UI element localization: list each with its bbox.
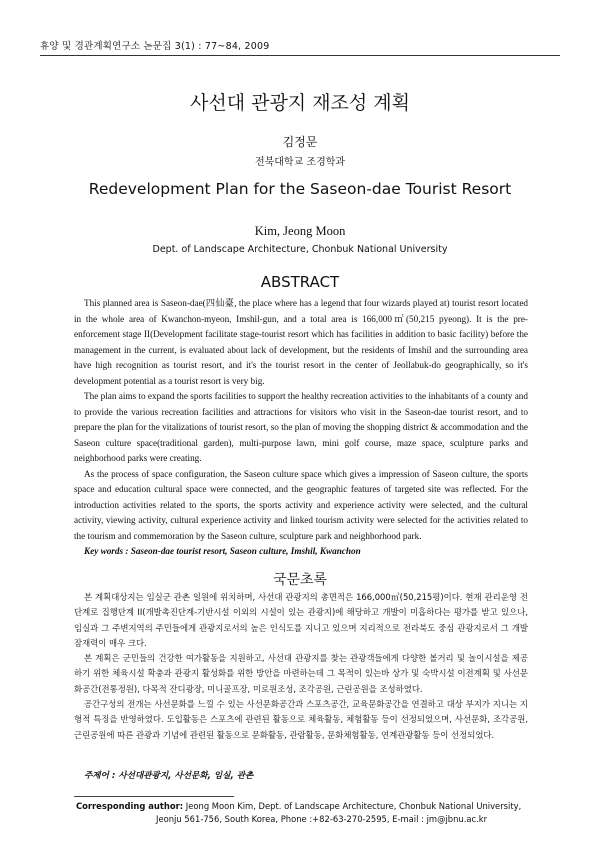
abstract-heading: ABSTRACT	[260, 273, 340, 291]
abstract-paragraph: As the process of space configuration, the Saseon culture space which gives a impression of Saseon culture, the sports space and education cultural space were connected, and the geographic features of targeted site was reflected. For the introduction activities related to the sports, the sports activity and experience activity were selected, and the cultural activity, viewing activity, cultural experience activity and linked tourism activity were selected for the activities related to the tourism and commemoration by the Saseon culture, sculpture park and neighborhood park.	[74, 468, 528, 541]
corresponding-author-label: Corresponding author:	[76, 801, 184, 811]
korean-abstract-paragraph: 본 계획은 군민들의 건강한 여가활동을 지원하고, 사선대 관광지를 찾는 관광객들에게 다양한 볼거리 및 놀이시설을 제공하기 위한 체육시설 확충과 관광지 활성화를 위한 방안을 마련하는데 그 목적이 있는바 상가 및 숙박시설 이전계획 및 사선문화공간(전통정원), 다목적 잔디광장, 미니골프장, 미로원조성, 조각공원, 근린공원을 조성하였다.	[74, 653, 528, 694]
footnote-divider	[74, 796, 234, 797]
author-name-korean: 김정문	[282, 135, 318, 149]
keywords-list: Saseon-dae tourist resort, Saseon culture, Imshil, Kwanchon	[130, 546, 361, 556]
paper-title-english: Redevelopment Plan for the Saseon-dae Tourist Resort	[88, 180, 512, 198]
korean-keywords-list: 사선대관광지, 사선문화, 임실, 관촌	[118, 771, 254, 781]
abstract-paragraph: The plan aims to expand the sports facilities to support the healthy recreation activities to the inhabitants of a county and to provide the various recreation facilities and attractions for visitors who visit in the Saseon-dae tourist resort, and to prepare the plan for the vitalizations of tourist resort, so the plan of moving the shopping district & accommodation and the Saseon culture space(traditional garden), multi-purpose lawn, mini golf course, maze space, sculpture parks and neighborhood parks were creating.	[74, 391, 528, 463]
korean-abstract-body	[74, 590, 528, 743]
abstract-paragraph: This planned area is Saseon-dae(四仙臺, the place where has a legend that four wizards played at) tourist resort located in the whole area of Kwanchon-myeon, Imshil-gun, and a total area is 166,000㎡(50,215 pyeong). It is the pre-enforcement stage II(Development facilitate stage-tourist resort which has facilities in addition to basic facility) before the management in the current, is evaluated about lack of development, but the residents of Imshil and the surrounding area have high recognition as tourist resort, and it's the tourist resort in the center of Jeollabuk-do geographically, so it's development potential as a tourist resort is very big.	[74, 298, 528, 386]
korean-abstract-heading: 국문초록	[272, 572, 328, 588]
corresponding-author-note	[76, 800, 546, 825]
korean-keywords-line	[84, 769, 524, 783]
corresponding-author-line1: Jeong Moon Kim, Dept. of Landscape Architecture, Chonbuk National University,	[185, 801, 522, 811]
keywords-line	[84, 544, 524, 558]
header-divider	[40, 55, 560, 56]
author-name-english: Kim, Jeong Moon	[254, 224, 346, 238]
korean-abstract-paragraph: 본 계획대상지는 임실군 관촌 일원에 위치하며, 사선대 관광지의 총면적은 166,000㎡(50,215평)이다. 현재 관리운영 전단계로 집행단계 II(개발촉진단계-기반시설 이외의 시설이 있는 관광지)에 해당하고 개발이 미흡하다는 평가를 받고 있으나, 임실과 그 주변지역의 주민들에게 관광지로서의 높은 인식도를 지니고 있으며 지리적으로 전라북도 중심 관광지로서 그 개발 잠재력이 매우 크다.	[74, 592, 528, 648]
korean-keywords-label: 주제어 :	[84, 771, 116, 781]
affiliation-english: Dept. of Landscape Architecture, Chonbuk National University	[152, 244, 448, 255]
paper-title-korean: 사선대 관광지 재조성 계획	[189, 92, 410, 114]
corresponding-author-line2: Jeonju 561-756, South Korea, Phone :+82-63-270-2595, E-mail : jm@jbnu.ac.kr	[156, 813, 488, 824]
journal-header: 휴양 및 경관계획연구소 논문집 3(1) : 77~84, 2009	[40, 41, 270, 52]
korean-abstract-paragraph: 공간구성의 전개는 사선문화를 느낄 수 있는 사선문화공간과 스포츠공간, 교육문화공간을 연결하고 대상 부지가 지니는 지형적 특징을 반영하였다. 도입활동은 스포츠에 관련된 활동으로 체육활동, 체험활동 등이 선정되었으며, 사선문화, 조각공원, 근린공원에 따른 관광과 기념에 관련된 활동으로 문화활동, 관람활동, 문화체험활동, 연계관광활동 등이 선정되었다.	[74, 699, 528, 740]
keywords-label: Key words :	[84, 546, 129, 556]
abstract-body	[74, 296, 528, 544]
affiliation-korean: 전북대학교 조경학과	[254, 157, 346, 168]
